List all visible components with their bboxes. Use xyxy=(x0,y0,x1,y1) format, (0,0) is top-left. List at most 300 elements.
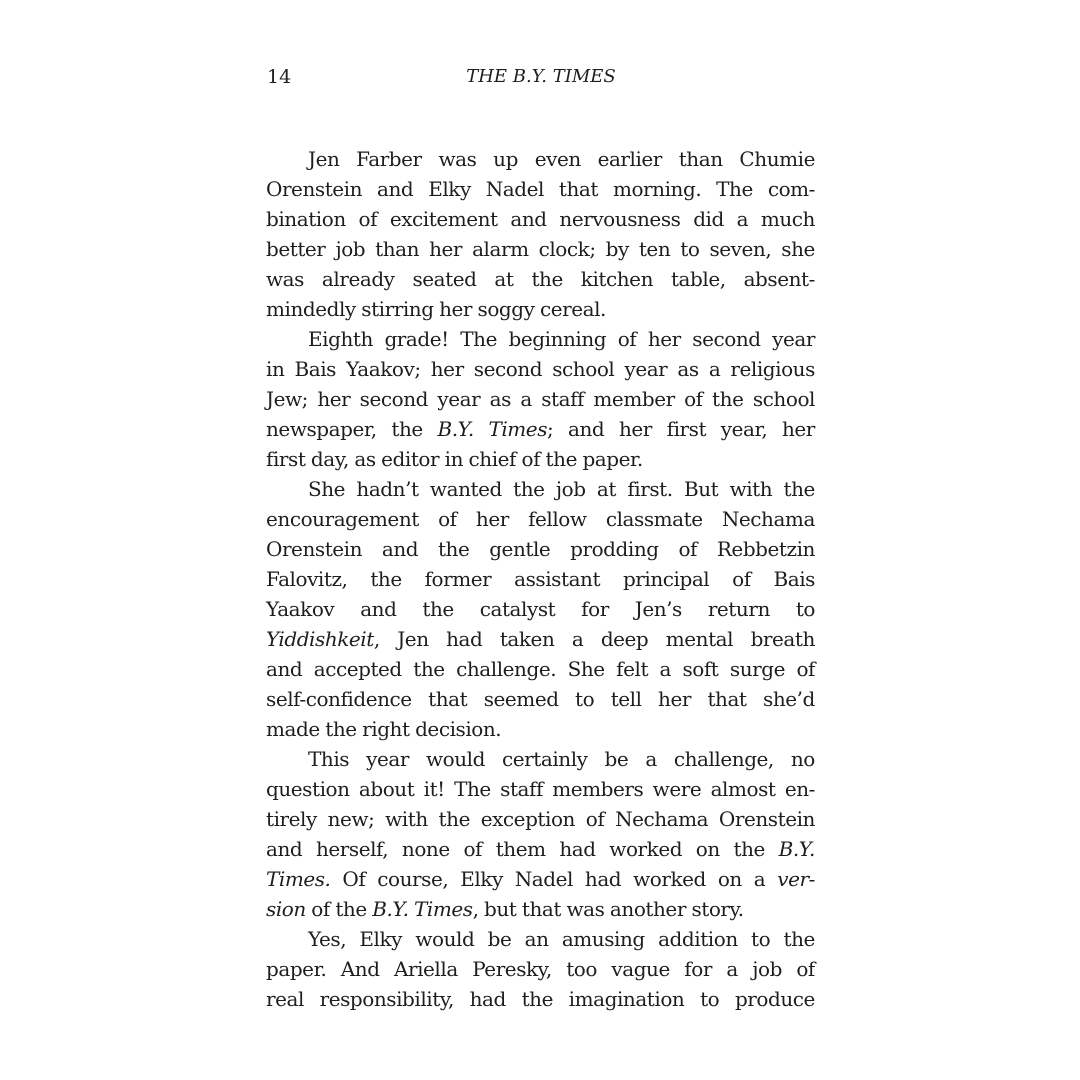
word-part: members xyxy=(552,777,644,801)
word-part: her xyxy=(618,417,652,441)
word xyxy=(763,684,815,714)
word-part: first xyxy=(266,447,306,471)
word-part: seemed xyxy=(483,687,559,711)
word-part: kitchen xyxy=(580,267,653,291)
word-part: on xyxy=(695,837,720,861)
word-part: former xyxy=(424,567,492,591)
word xyxy=(412,264,476,294)
word-part: of xyxy=(796,957,815,981)
text-line xyxy=(266,744,815,774)
word xyxy=(601,624,648,654)
word-part: a xyxy=(659,657,671,681)
word-part: made xyxy=(266,717,320,741)
word-part: Jen xyxy=(308,147,340,171)
word-part: challenge, xyxy=(673,747,774,771)
word-part: Yaakov; xyxy=(346,357,421,381)
word xyxy=(552,774,643,804)
word xyxy=(585,864,621,894)
word xyxy=(488,414,553,444)
word xyxy=(335,894,366,924)
word-part: school xyxy=(752,387,815,411)
word xyxy=(360,384,428,414)
word-part: and xyxy=(376,177,414,201)
word-part: But xyxy=(683,477,719,501)
word xyxy=(266,534,362,564)
word-part: with xyxy=(729,477,773,501)
word xyxy=(781,234,815,264)
word xyxy=(316,834,388,864)
word xyxy=(372,894,408,924)
word xyxy=(385,804,428,834)
word xyxy=(735,984,815,1014)
word xyxy=(648,324,681,354)
word xyxy=(397,624,428,654)
word xyxy=(266,504,419,534)
word-part: course, xyxy=(377,867,449,891)
word-part: Peresky, xyxy=(472,957,552,981)
word-part: a xyxy=(736,207,749,231)
word xyxy=(266,834,302,864)
word-part: a xyxy=(520,387,532,411)
word-part: chief xyxy=(468,447,516,471)
word-part: felt xyxy=(616,657,649,681)
word-part: her xyxy=(429,237,463,261)
word xyxy=(730,354,815,384)
word-part: year, xyxy=(720,417,768,441)
word-part: Nadel xyxy=(514,867,573,891)
word xyxy=(611,684,642,714)
word-part: of xyxy=(732,567,751,591)
text-line xyxy=(266,864,815,894)
word-part: staff xyxy=(500,777,543,801)
word-part: com- xyxy=(767,177,815,201)
word xyxy=(266,894,306,924)
word-part: worked xyxy=(609,837,683,861)
word-part: accepted xyxy=(313,657,402,681)
word-part: the xyxy=(733,837,765,861)
word-part: a xyxy=(726,957,738,981)
word-part: Bais xyxy=(773,567,815,591)
word xyxy=(616,654,648,684)
text-line xyxy=(266,834,815,864)
word-part: ten xyxy=(638,237,671,261)
word xyxy=(707,684,746,714)
word-part: absent- xyxy=(743,267,815,291)
word xyxy=(354,444,375,474)
word-part: first. xyxy=(627,477,673,501)
word-part: be xyxy=(487,927,512,951)
word-part: at xyxy=(494,267,514,291)
word xyxy=(438,144,476,174)
word-part: The xyxy=(454,777,491,801)
word xyxy=(754,864,765,894)
word-part: Falovitz, xyxy=(266,567,348,591)
word xyxy=(431,354,464,384)
word xyxy=(712,384,743,414)
word-part: and xyxy=(266,657,303,681)
word xyxy=(500,624,555,654)
word xyxy=(454,774,491,804)
text-line xyxy=(266,324,815,354)
word xyxy=(618,324,637,354)
word-part: on xyxy=(717,867,742,891)
word xyxy=(730,654,785,684)
word xyxy=(717,534,815,564)
word xyxy=(693,204,724,234)
word-part: self-confidence xyxy=(266,687,412,711)
word-part: had xyxy=(446,627,483,651)
word xyxy=(772,324,815,354)
word xyxy=(325,714,356,744)
word-part: grade! xyxy=(384,327,449,351)
word xyxy=(722,504,815,534)
word-part: second xyxy=(473,357,543,381)
word xyxy=(581,264,653,294)
word-part: decision. xyxy=(415,717,502,741)
word xyxy=(266,624,380,654)
word xyxy=(566,954,597,984)
word-part: as xyxy=(489,387,511,411)
word-part: and xyxy=(381,537,419,561)
word-part: bination xyxy=(266,207,346,231)
word-part: second xyxy=(359,387,428,411)
word-part: Orenstein xyxy=(266,177,363,201)
word-part: Bais xyxy=(294,357,336,381)
word xyxy=(751,924,770,954)
word xyxy=(784,924,815,954)
word xyxy=(796,654,815,684)
word-part: for xyxy=(581,597,609,621)
word-part: seated xyxy=(412,267,477,291)
word-part: imagination xyxy=(568,987,685,1011)
word-part: was xyxy=(266,267,304,291)
word-part: to xyxy=(700,987,720,1011)
word-part: deep xyxy=(600,627,649,651)
word-part: the xyxy=(783,477,815,501)
word-part: paper. xyxy=(582,447,643,471)
word-part: gentle xyxy=(489,537,551,561)
word-part: as xyxy=(677,357,699,381)
word-part: than xyxy=(678,147,723,171)
word-part: the xyxy=(545,447,577,471)
word xyxy=(709,234,771,264)
word xyxy=(266,264,304,294)
word-part: too xyxy=(566,957,597,981)
word-part: She xyxy=(567,657,605,681)
word-part: school xyxy=(552,357,615,381)
word xyxy=(295,354,336,384)
word xyxy=(525,924,549,954)
text-line xyxy=(266,954,815,984)
word-part: than xyxy=(375,237,420,261)
word xyxy=(359,774,414,804)
text-line xyxy=(266,564,815,594)
text-line xyxy=(266,414,815,444)
word xyxy=(658,684,691,714)
word xyxy=(341,954,380,984)
word-part: This xyxy=(308,747,350,771)
word-part: sion xyxy=(266,897,306,921)
word xyxy=(377,174,413,204)
word-part: , xyxy=(472,897,479,921)
word xyxy=(514,564,600,594)
word-part: Rebbetzin xyxy=(716,537,815,561)
text-line xyxy=(266,804,815,834)
word-part: Jen’s xyxy=(634,597,682,621)
word xyxy=(732,564,751,594)
word-part: that xyxy=(707,687,747,711)
word xyxy=(360,594,396,624)
word xyxy=(320,984,454,1014)
word xyxy=(568,654,605,684)
word-part: already xyxy=(321,267,395,291)
word-part: B.Y. xyxy=(778,837,815,861)
word xyxy=(684,474,718,504)
word-part: editor xyxy=(381,447,440,471)
text-line xyxy=(266,444,815,474)
word-part: Jew; xyxy=(266,387,308,411)
word xyxy=(346,354,421,384)
word-part: to xyxy=(680,237,700,261)
word-part: of xyxy=(585,807,605,831)
word-part: of xyxy=(617,327,637,351)
text-line xyxy=(266,234,815,264)
text-line xyxy=(266,684,815,714)
word-part: right xyxy=(362,717,410,741)
word-part: was xyxy=(566,897,605,921)
word xyxy=(460,324,497,354)
word xyxy=(311,444,349,474)
word xyxy=(266,294,356,324)
word xyxy=(615,804,708,834)
word xyxy=(438,534,469,564)
word-part: day, xyxy=(310,447,349,471)
word xyxy=(684,954,712,984)
word xyxy=(609,834,682,864)
word xyxy=(658,924,738,954)
word-part: ver- xyxy=(777,867,815,891)
word-part: assistant xyxy=(514,567,601,591)
word xyxy=(308,924,346,954)
word xyxy=(266,444,305,474)
word xyxy=(359,204,378,234)
word xyxy=(752,954,782,984)
word xyxy=(356,474,418,504)
word xyxy=(308,474,345,504)
word-part: to xyxy=(575,687,595,711)
word-part: amusing xyxy=(561,927,645,951)
word-part: about xyxy=(358,777,415,801)
word xyxy=(639,234,670,264)
word xyxy=(535,144,581,174)
word-part: none xyxy=(401,837,450,861)
word xyxy=(493,144,518,174)
word xyxy=(562,924,645,954)
word-part: had xyxy=(469,987,506,1011)
word-part: the xyxy=(437,537,470,561)
word-part: her xyxy=(647,327,681,351)
word-part: a xyxy=(753,867,766,891)
word xyxy=(635,594,682,624)
word-part: a xyxy=(708,357,721,381)
word-part: exception xyxy=(480,807,575,831)
word xyxy=(266,684,412,714)
word xyxy=(422,594,453,624)
word-part: the xyxy=(391,417,423,441)
word-part: first xyxy=(666,417,707,441)
text-line xyxy=(266,504,815,534)
text-line xyxy=(266,894,815,924)
page-number: 14 xyxy=(267,66,292,88)
word xyxy=(570,534,659,564)
word xyxy=(486,174,544,204)
word xyxy=(445,444,463,474)
word-part: job xyxy=(555,477,586,501)
word-part: had xyxy=(584,867,622,891)
word xyxy=(613,174,701,204)
text-line xyxy=(266,594,815,624)
word xyxy=(666,624,733,654)
word xyxy=(425,564,492,594)
word-part: Times xyxy=(414,897,473,921)
word-part: addition xyxy=(658,927,738,951)
word xyxy=(696,834,720,864)
word xyxy=(439,294,472,324)
word-part: vague xyxy=(611,957,670,981)
word-part: were xyxy=(652,777,702,801)
word-part: a xyxy=(645,747,657,771)
word xyxy=(667,414,706,444)
word-part: return xyxy=(707,597,770,621)
word xyxy=(623,564,709,594)
word xyxy=(377,864,448,894)
word-part: no xyxy=(790,747,815,771)
word-part: of xyxy=(463,837,482,861)
word-part: and xyxy=(510,207,547,231)
word-part: stirring xyxy=(361,297,434,321)
text-line xyxy=(266,144,815,174)
word xyxy=(719,804,815,834)
word-part: table, xyxy=(670,267,726,291)
word xyxy=(460,864,503,894)
word-part: the xyxy=(335,897,367,921)
word-part: Of xyxy=(342,867,366,891)
word-part: Elky xyxy=(428,177,471,201)
word xyxy=(266,564,347,594)
word-part: better xyxy=(266,237,326,261)
word xyxy=(677,354,698,384)
word-part: excitement xyxy=(389,207,498,231)
word xyxy=(582,444,642,474)
word-part: She xyxy=(308,477,346,501)
word-part: as xyxy=(354,447,376,471)
word-part: she’d xyxy=(763,687,815,711)
word-part: cereal. xyxy=(540,297,606,321)
word-part: Eighth xyxy=(308,327,373,351)
word-part: surge xyxy=(729,657,785,681)
word xyxy=(779,834,815,864)
word-part: a xyxy=(571,627,584,651)
word-part: B.Y. xyxy=(437,417,474,441)
word xyxy=(266,984,304,1014)
word-part: breath xyxy=(750,627,815,651)
word-part: the xyxy=(422,597,454,621)
word xyxy=(627,474,672,504)
word-part: hadn’t xyxy=(356,477,419,501)
word xyxy=(488,924,512,954)
word-part: produce xyxy=(734,987,815,1011)
word-part: the xyxy=(438,807,470,831)
word xyxy=(796,594,815,624)
word-part: it! xyxy=(423,777,445,801)
word xyxy=(314,654,402,684)
word xyxy=(605,744,629,774)
word-part: would xyxy=(425,747,485,771)
word-part: her xyxy=(317,387,351,411)
word-part: responsibility, xyxy=(319,987,454,1011)
word xyxy=(680,234,699,264)
word xyxy=(439,804,470,834)
word xyxy=(375,234,419,264)
text-line xyxy=(266,984,815,1014)
text-line xyxy=(266,264,815,294)
word xyxy=(593,384,674,414)
word-part: taken xyxy=(499,627,555,651)
word-part: classmate xyxy=(605,507,703,531)
word xyxy=(679,144,723,174)
word-part: Elky xyxy=(359,927,403,951)
word xyxy=(510,204,546,234)
word-part: by xyxy=(605,237,629,261)
word-part: the xyxy=(413,657,445,681)
word xyxy=(484,684,559,714)
word xyxy=(481,804,575,834)
word-part: real xyxy=(266,987,304,1011)
word xyxy=(716,174,753,204)
word-part: wanted xyxy=(429,477,502,501)
text-line xyxy=(266,534,815,564)
word-part: be xyxy=(604,747,629,771)
word-part: was xyxy=(438,147,477,171)
word xyxy=(531,264,562,294)
word-part: even xyxy=(534,147,581,171)
word-part: religious xyxy=(730,357,815,381)
word-part: clock; xyxy=(538,237,596,261)
text-line xyxy=(266,354,815,384)
word-part: Chumie xyxy=(739,147,815,171)
word xyxy=(469,444,516,474)
text-line xyxy=(266,474,815,504)
word-part: her xyxy=(430,357,464,381)
word xyxy=(568,414,604,444)
word-part: to xyxy=(795,597,815,621)
word xyxy=(437,384,480,414)
word-part: challenge. xyxy=(456,657,557,681)
word xyxy=(619,414,652,444)
word xyxy=(266,714,320,744)
word xyxy=(414,894,478,924)
word-part: of xyxy=(311,897,330,921)
word-part: year xyxy=(772,327,815,351)
word xyxy=(586,804,605,834)
word-part: them xyxy=(495,837,546,861)
word-part: newspaper, xyxy=(266,417,377,441)
word xyxy=(791,744,815,774)
word xyxy=(739,144,815,174)
word xyxy=(413,654,444,684)
word-part: the xyxy=(783,927,815,951)
word xyxy=(317,384,350,414)
